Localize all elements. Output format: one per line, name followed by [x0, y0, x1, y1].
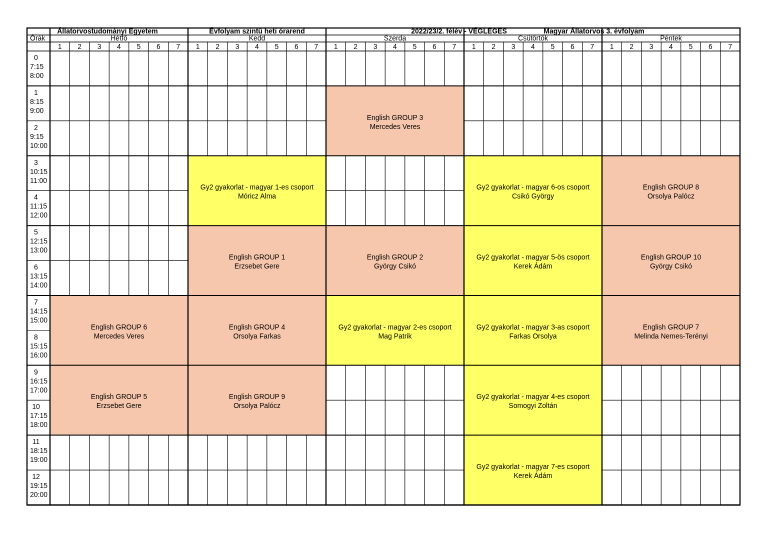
- slot-number: 11: [32, 439, 40, 447]
- event-teacher: Csikó György: [511, 193, 555, 201]
- slot-end: 16:00: [30, 352, 48, 360]
- event-teacher: Mag Patrik: [378, 333, 412, 341]
- column-number: 2: [353, 44, 358, 51]
- event-title: Gy2 gyakorlat - magyar 7-es csoport: [476, 464, 590, 472]
- slot-end: 19:00: [30, 457, 48, 465]
- column-number: 1: [333, 44, 338, 51]
- term-label: 2022/23/2. félév - VÉGLEGES: [411, 28, 507, 36]
- event-title: English GROUP 8: [642, 184, 700, 192]
- event-teacher: Mercedes Veres: [369, 123, 421, 131]
- column-number: 1: [609, 44, 614, 51]
- event-title: English GROUP 9: [228, 394, 286, 402]
- column-number: 7: [314, 44, 319, 51]
- slot-number: 4: [34, 194, 38, 202]
- column-number: 7: [452, 44, 457, 51]
- column-number: 2: [77, 44, 82, 51]
- program-label: Magyar Állatorvos 3. évfolyam: [543, 28, 645, 36]
- slot-number: 3: [34, 159, 38, 167]
- column-number: 3: [649, 44, 654, 51]
- day-name: Péntek: [660, 35, 682, 43]
- day-name: Kedd: [248, 35, 266, 43]
- slot-end: 15:00: [30, 317, 48, 325]
- slot-start: 18:15: [30, 448, 48, 456]
- column-number: 3: [97, 44, 102, 51]
- event-title: English GROUP 7: [642, 324, 700, 332]
- column-number: 5: [274, 44, 279, 51]
- slot-start: 7:15: [30, 64, 44, 71]
- event-title: Gy2 gyakorlat - magyar 1-es csoport: [200, 184, 314, 192]
- slot-number: 12: [32, 474, 40, 482]
- slot-end: 20:00: [30, 492, 48, 500]
- column-number: 1: [195, 44, 200, 51]
- slot-number: 10: [32, 404, 40, 412]
- event-title: English GROUP 2: [366, 254, 424, 262]
- slot-start: 14:15: [30, 308, 48, 316]
- day-name: Csütörtök: [518, 35, 548, 43]
- event-teacher: Farkas Orsolya: [509, 333, 557, 341]
- event-teacher: Móricz Alma: [237, 193, 277, 201]
- column-number: 4: [255, 44, 259, 51]
- slot-end: 10:00: [30, 142, 48, 150]
- slot-start: 10:15: [30, 168, 48, 176]
- event-title: English GROUP 5: [90, 394, 148, 402]
- slot-end: 17:00: [30, 387, 48, 395]
- event-title: English GROUP 1: [228, 254, 286, 262]
- event-teacher: Erzsebet Gere: [96, 403, 142, 411]
- event-teacher: Somogyi Zoltán: [508, 403, 558, 411]
- slot-start: 19:15: [30, 483, 48, 491]
- slot-number: 8: [34, 334, 38, 342]
- column-number: 4: [117, 44, 121, 51]
- slot-start: 13:15: [30, 273, 48, 281]
- column-number: 5: [412, 44, 417, 51]
- slot-end: 18:00: [30, 422, 48, 430]
- column-number: 4: [531, 44, 535, 51]
- slot-start: 9:15: [30, 133, 44, 141]
- slot-start: 16:15: [30, 378, 48, 386]
- column-number: 6: [708, 44, 713, 51]
- column-number: 4: [669, 44, 673, 51]
- slot-number: 9: [34, 369, 38, 377]
- slot-number: 2: [34, 124, 38, 132]
- event-title: Gy2 gyakorlat - magyar 6-os csoport: [476, 184, 590, 192]
- event-teacher: Orsolya Palócz: [233, 403, 281, 411]
- event-title: English GROUP 6: [90, 324, 148, 332]
- event-teacher: György Csikó: [649, 263, 693, 271]
- slot-start: 11:15: [30, 203, 47, 211]
- university-name: Állatorvostudományi Egyetem: [57, 28, 158, 36]
- column-number: 5: [688, 44, 693, 51]
- slot-end: 14:00: [30, 282, 48, 290]
- column-number: 2: [491, 44, 496, 51]
- event-teacher: Orsolya Farkas: [233, 333, 281, 341]
- schedule-title: Évfolyam szintű heti órarend: [209, 28, 305, 36]
- slot-number: 6: [34, 264, 38, 272]
- column-number: 6: [156, 44, 161, 51]
- column-number: 4: [393, 44, 397, 51]
- slot-number: 5: [34, 229, 38, 237]
- slot-start: 12:15: [30, 238, 48, 246]
- column-number: 3: [235, 44, 240, 51]
- slot-end: 12:00: [30, 212, 48, 220]
- event-title: Gy2 gyakorlat - magyar 3-as csoport: [476, 324, 590, 332]
- event-title: English GROUP 3: [366, 114, 424, 122]
- column-number: 2: [215, 44, 220, 51]
- day-name: Szerda: [383, 35, 407, 43]
- event-teacher: Kerek Ádám: [513, 263, 553, 271]
- slot-start: 8:15: [30, 98, 44, 106]
- column-number: 1: [471, 44, 476, 51]
- event-teacher: Melinda Nemes-Terényi: [634, 333, 708, 341]
- slot-end: 13:00: [30, 247, 48, 255]
- event-teacher: Mercedes Veres: [93, 333, 145, 341]
- slot-end: 9:00: [30, 107, 44, 115]
- event-teacher: Kerek Ádám: [513, 473, 553, 481]
- event-title: Gy2 gyakorlat - magyar 5-ös csoport: [476, 254, 590, 262]
- slot-start: 17:15: [30, 413, 48, 421]
- slot-number: 1: [34, 89, 38, 97]
- event-teacher: György Csikó: [373, 263, 417, 271]
- slot-start: 15:15: [30, 343, 48, 351]
- event-title: English GROUP 10: [640, 254, 702, 262]
- event-title: Gy2 gyakorlat - magyar 2-es csoport: [338, 324, 452, 332]
- event-title: English GROUP 4: [228, 324, 286, 332]
- column-number: 6: [570, 44, 575, 51]
- column-number: 2: [629, 44, 634, 51]
- column-number: 5: [550, 44, 555, 51]
- day-name: Hétfő: [110, 35, 128, 43]
- slot-end: 11:00: [30, 177, 47, 185]
- event-title: Gy2 gyakorlat - magyar 4-es csoport: [476, 394, 590, 402]
- event-teacher: Orsolya Palócz: [647, 193, 695, 201]
- event-teacher: Erzsebet Gere: [234, 263, 280, 271]
- orak-label: Órák: [30, 35, 46, 43]
- column-number: 7: [728, 44, 733, 51]
- slot-number: 7: [34, 299, 38, 307]
- slot-number: 0: [34, 55, 38, 62]
- column-number: 7: [590, 44, 595, 51]
- column-number: 3: [373, 44, 378, 51]
- column-number: 1: [57, 44, 62, 51]
- column-number: 6: [294, 44, 299, 51]
- slot-end: 8:00: [30, 73, 44, 80]
- column-number: 7: [176, 44, 181, 51]
- column-number: 5: [136, 44, 141, 51]
- column-number: 3: [511, 44, 516, 51]
- column-number: 6: [432, 44, 437, 51]
